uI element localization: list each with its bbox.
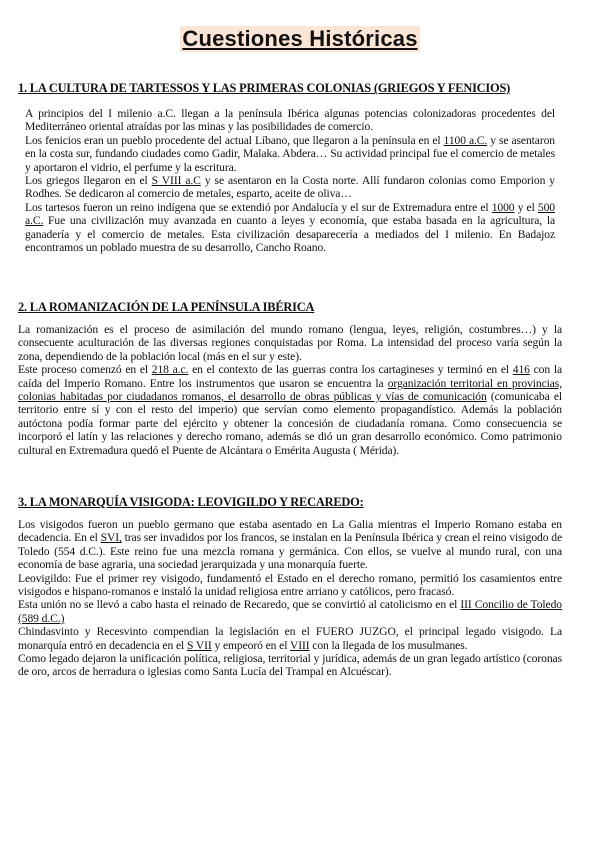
section-2-body: [18, 323, 562, 457]
section-2-heading: 2. LA ROMANIZACIÓN DE LA PENÍNSULA IBÉRICA: [18, 300, 315, 314]
century-underline: SVI,: [100, 531, 122, 545]
date-underline: 416: [512, 363, 530, 377]
s3-paragraph-3: Esta unión no se llevó a cabo hasta el reinado de Recaredo, que se convirtió al catolicismo en el III Concilio de Toledo (589 d.C.): [18, 598, 562, 625]
council-underline: III Concilio de Toledo (589 d.C.): [18, 598, 562, 625]
date-underline: 1000: [491, 200, 515, 214]
s2-paragraph-1: La romanización es el proceso de asimilación del mundo romano (lengua, leyes, religión, costumbres…) y la consecuente aculturación de las diversas regiones conquistadas por Roma. La intensidad del proceso varía según la zona, dependiendo de la población local (más en el sur y este).: [18, 323, 562, 363]
document-title: [0, 26, 600, 52]
section-1-heading: 1. LA CULTURA DE TARTESSOS Y LAS PRIMERAS COLONIAS (GRIEGOS Y FENICIOS): [18, 81, 511, 95]
century-underline: S VII: [186, 638, 212, 652]
date-underline: S VIII a.C: [151, 174, 201, 188]
instruments-underline: organización territorial en provincias, colonias habitadas por ciudadanos romanos, el desarrollo de obras públicas y vías de comunicación: [18, 376, 563, 404]
title-text: Cuestiones Históricas: [182, 26, 418, 51]
s3-paragraph-5: Como legado dejaron la unificación política, religiosa, territorial y jurídica, además de un gran legado artístico (coronas de oro, arcos de herradura o iglesias como Santa Lucía del Trampal en Alcuéscar).: [18, 652, 562, 679]
s2-paragraph-2: Este proceso comenzó en el 218 a.c. en el contexto de las guerras contra los cartagineses y terminó en el 416 con la caída del Imperio Romano. Entre los instrumentos que usaron se encuentra la organización territorial en provincias, colonias habitadas por ciudadanos romanos, el desarrollo de obras públicas y vías de comunicación (comunicaba el territorio entre sí y con el resto del imperio) que servían como elemento propagandístico. Además la población autóctona podía formar parte del ejército y obtener la concesión de ciudadanía romana. Como consecuencia se incorporó el latín y las relaciones y derecho romano, además se dió un gran desarrollo económico. Como patrimonio cultural en Extremadura quedó el Puente de Alcántara o Emérita Augusta ( Mérida).: [18, 363, 563, 457]
section-3-heading: 3. LA MONARQUÍA VISIGODA: LEOVIGILDO Y RECAREDO:: [18, 495, 364, 509]
date-underline: 500 a.C.: [25, 200, 555, 228]
s1-paragraph-1: A principios del I milenio a.C. llegan a la península Ibérica algunas potencias colonizadoras procedentes del Mediterráneo oriental atraídas por las minas y las posibilidades de comercio.: [25, 107, 555, 134]
s3-paragraph-1: Los visigodos fueron un pueblo germano que estaba asentado en La Galia mientras el Imperio Romano estaba en decadencia. En el SVI, tras ser invadidos por los francos, se instalan en la Península Ibérica y crean el reino visigodo de Toledo (554 d.C.). Este reino fue una mezcla romana y germánica. Con ellos, se vuelve al mundo rural, con una economía de base agraria, una sociedad jerarquizada y una monarquía fuerte.: [18, 518, 563, 572]
s1-paragraph-4: Los tartesos fueron un reino indígena que se extendió por Andalucía y el sur de Extremadura entre el 1000 y el 500 a.C. Fue una civilización muy avanzada en cuanto a leyes y economía, que estaba basada en la agricultura, la ganadería y el comercio de metales. Esta civilización desaparecería a mediados del I milenio. En Badajoz encontramos un poblado muestra de su desarrollo, Cancho Roano.: [25, 200, 555, 255]
s3-paragraph-4: Chindasvinto y Recesvinto compendian la legislación en el FUERO JUZGO, el principal legado visigodo. La monarquía entró en decadencia en el S VII y empeoró en el VIII con la llegada de los musulmanes.: [18, 625, 562, 652]
date-underline: 1100 a.C.: [443, 133, 488, 147]
section-3-body: [18, 518, 562, 679]
s1-paragraph-2: Los fenicios eran un pueblo procedente del actual Líbano, que llegaron a la península en el 1100 a.C. y se asentaron en la costa sur, fundando ciudades como Gadir, Malaka. Abdera… Su actividad principal fue el comercio de metales y aportaron el vidrio, el perfume y la escritura.: [25, 133, 555, 174]
date-underline: 218 a.c.: [151, 363, 189, 377]
century-underline: VIII: [289, 638, 310, 652]
s3-paragraph-2: Leovigildo: Fue el primer rey visigodo, fundamentó el Estado en el derecho romano, permitió los casamientos entre visigodos e hispano-romanos e instaló la unidad religiosa entre arriano y católicos, pero fracasó.: [18, 571, 562, 599]
s1-paragraph-3: Los griegos llegaron en el S VIII a.C y se asentaron en la Costa norte. Allí fundaron colonias como Emporion y Rodhes. Se dedicaron al comercio de metales, esparto, aceite de oliva…: [25, 174, 555, 201]
section-1-body: [25, 107, 555, 254]
